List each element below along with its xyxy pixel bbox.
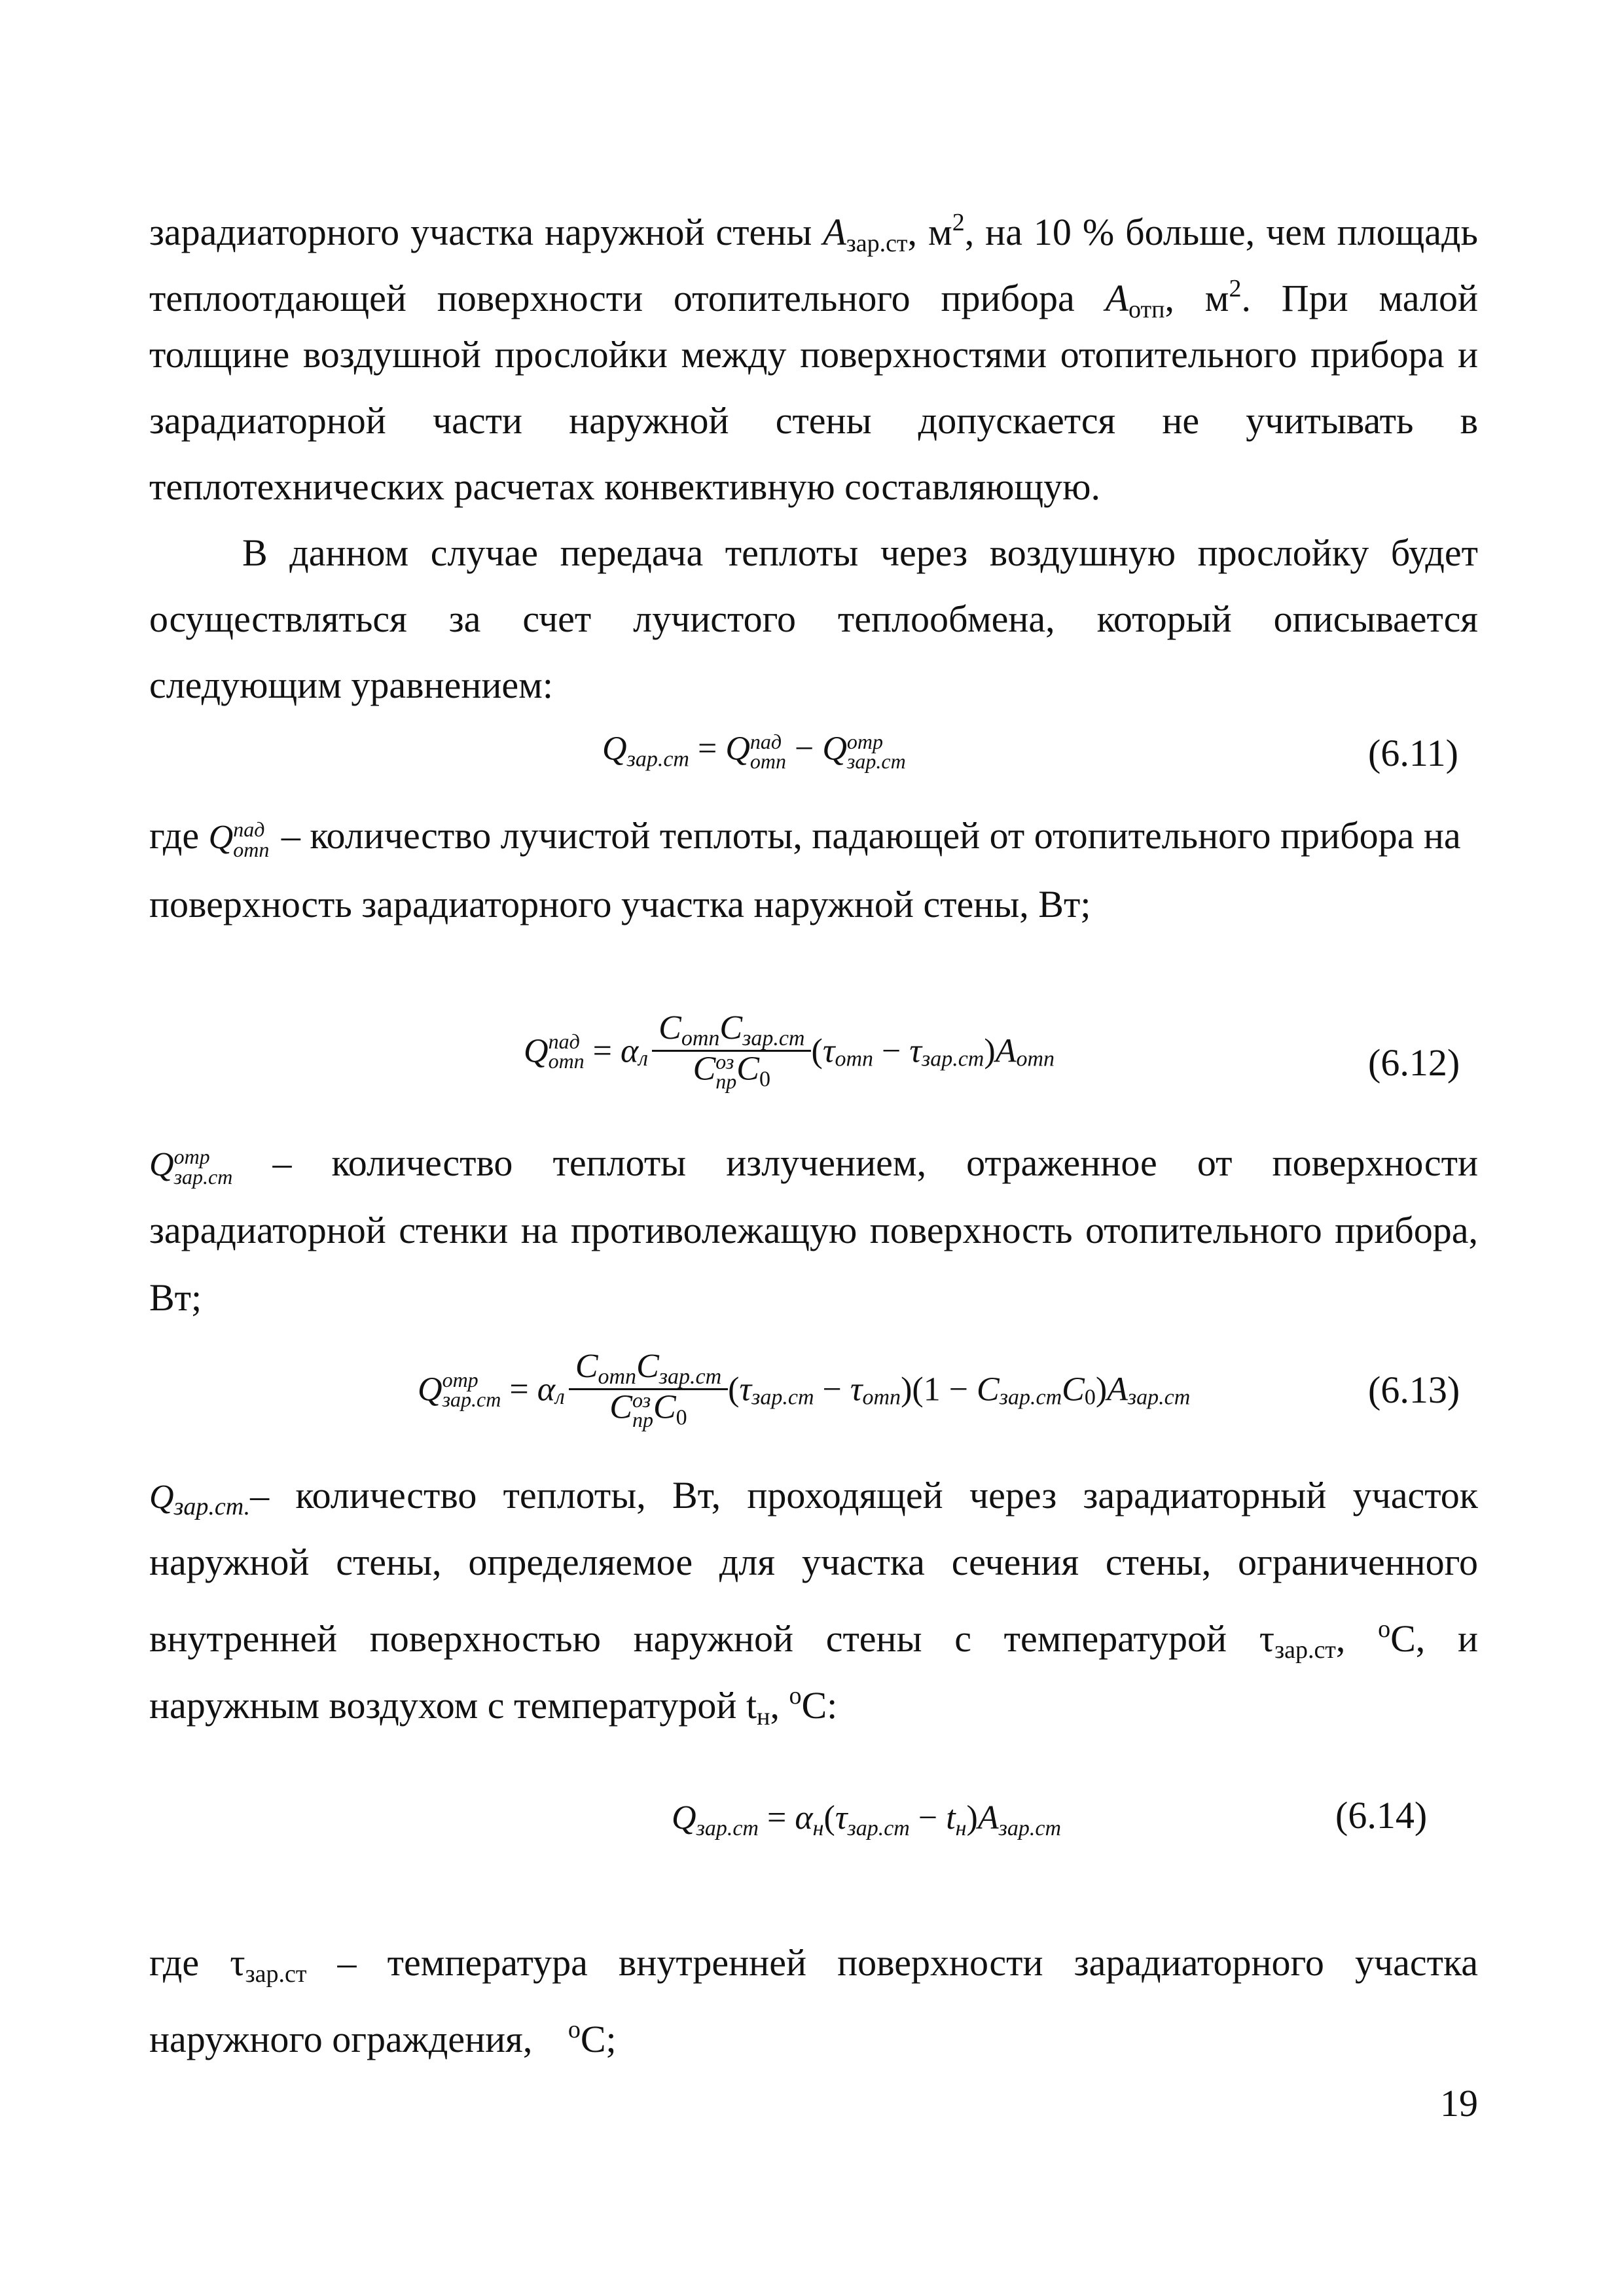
paragraph-1-line-4: зарадиаторной части наружной стены допускается не учитывать в: [149, 399, 1478, 442]
paragraph-1-line-3: толщине воздушной прослойки между поверхностями отопительного прибора и: [149, 333, 1478, 376]
paragraph-2-line-1: В данном случае передача теплоты через воздушную прослойку будет: [242, 531, 1478, 574]
paragraph-1-line-5: теплотехнических расчетах конвективную составляющую.: [149, 465, 1100, 508]
definition-3-line-2: наружной стены, определяемое для участка сечения стены, ограниченного: [149, 1541, 1478, 1583]
definition-2-line-1: Q отр зар.ст – количество теплоты излучением, отраженное от поверхности: [149, 1141, 1478, 1189]
paragraph-2-line-2: осуществляться за счет лучистого теплообмена, который описывается: [149, 598, 1478, 640]
definition-3-line-4: наружным воздухом с температурой $t_н$, $^o$С:: [149, 1682, 838, 1731]
paragraph-1-line-2: теплоотдающей поверхности отопительного прибора $A_{отп}$, $м^2$. При малой: [149, 275, 1479, 323]
equation-6-12: Q пад отп = αл CотпCзар.ст C оз пр C0 (τотп − τзар.ст)Aотп: [524, 1009, 1055, 1094]
paragraph-1-line-1: зарадиаторного участка наружной стены $A_{зар.ст}$, $м^2$, на 10 % больше, чем площадь: [149, 209, 1479, 257]
equation-number-6-14: (6.14): [1335, 1794, 1428, 1837]
paragraph-2-line-3: следующим уравнением:: [149, 664, 553, 706]
definition-1-line-1: где Q пад отп – количество лучистой теплоты, падающей от отопительного прибора на: [149, 814, 1461, 861]
definition-4-line-1: где $\tau_{зар.ст}$ – температура внутренней поверхности зарадиаторного участка: [149, 1941, 1478, 1988]
equation-6-11: Qзар.ст = Q пад отп − Q отр зар.ст: [602, 730, 906, 774]
definition-4-line-2: наружного ограждения, $^o$С;: [149, 2016, 617, 2060]
definition-2-line-2: зарадиаторной стенки на противолежащую поверхность отопительного прибора,: [149, 1209, 1478, 1251]
definition-3-line-3: внутренней поверхностью наружной стены с температурой $\tau_{зар.ст}$, $^o$С, и: [149, 1615, 1479, 1664]
definition-1-line-2: поверхность зарадиаторного участка наружной стены, Вт;: [149, 883, 1091, 925]
page-number: 19: [1440, 2082, 1478, 2125]
equation-number-6-13: (6.13): [1368, 1369, 1460, 1411]
definition-3-line-1: $Q_{зар.ст.}-$ количество теплоты, Вт, проходящей через зарадиаторный участок: [149, 1474, 1478, 1520]
equation-number-6-11: (6.11): [1368, 732, 1458, 774]
equation-6-14: Qзар.ст = αн(τзар.ст − tн)Aзар.ст: [672, 1799, 1062, 1840]
equation-6-13: Q отр зар.ст = αл CотпCзар.ст C оз пр C0 (τзар.ст − τотп)(1 − Cзар.стC0)Aзар.ст: [418, 1348, 1191, 1432]
equation-number-6-12: (6.12): [1368, 1041, 1460, 1084]
definition-2-line-3: Вт;: [149, 1276, 202, 1319]
